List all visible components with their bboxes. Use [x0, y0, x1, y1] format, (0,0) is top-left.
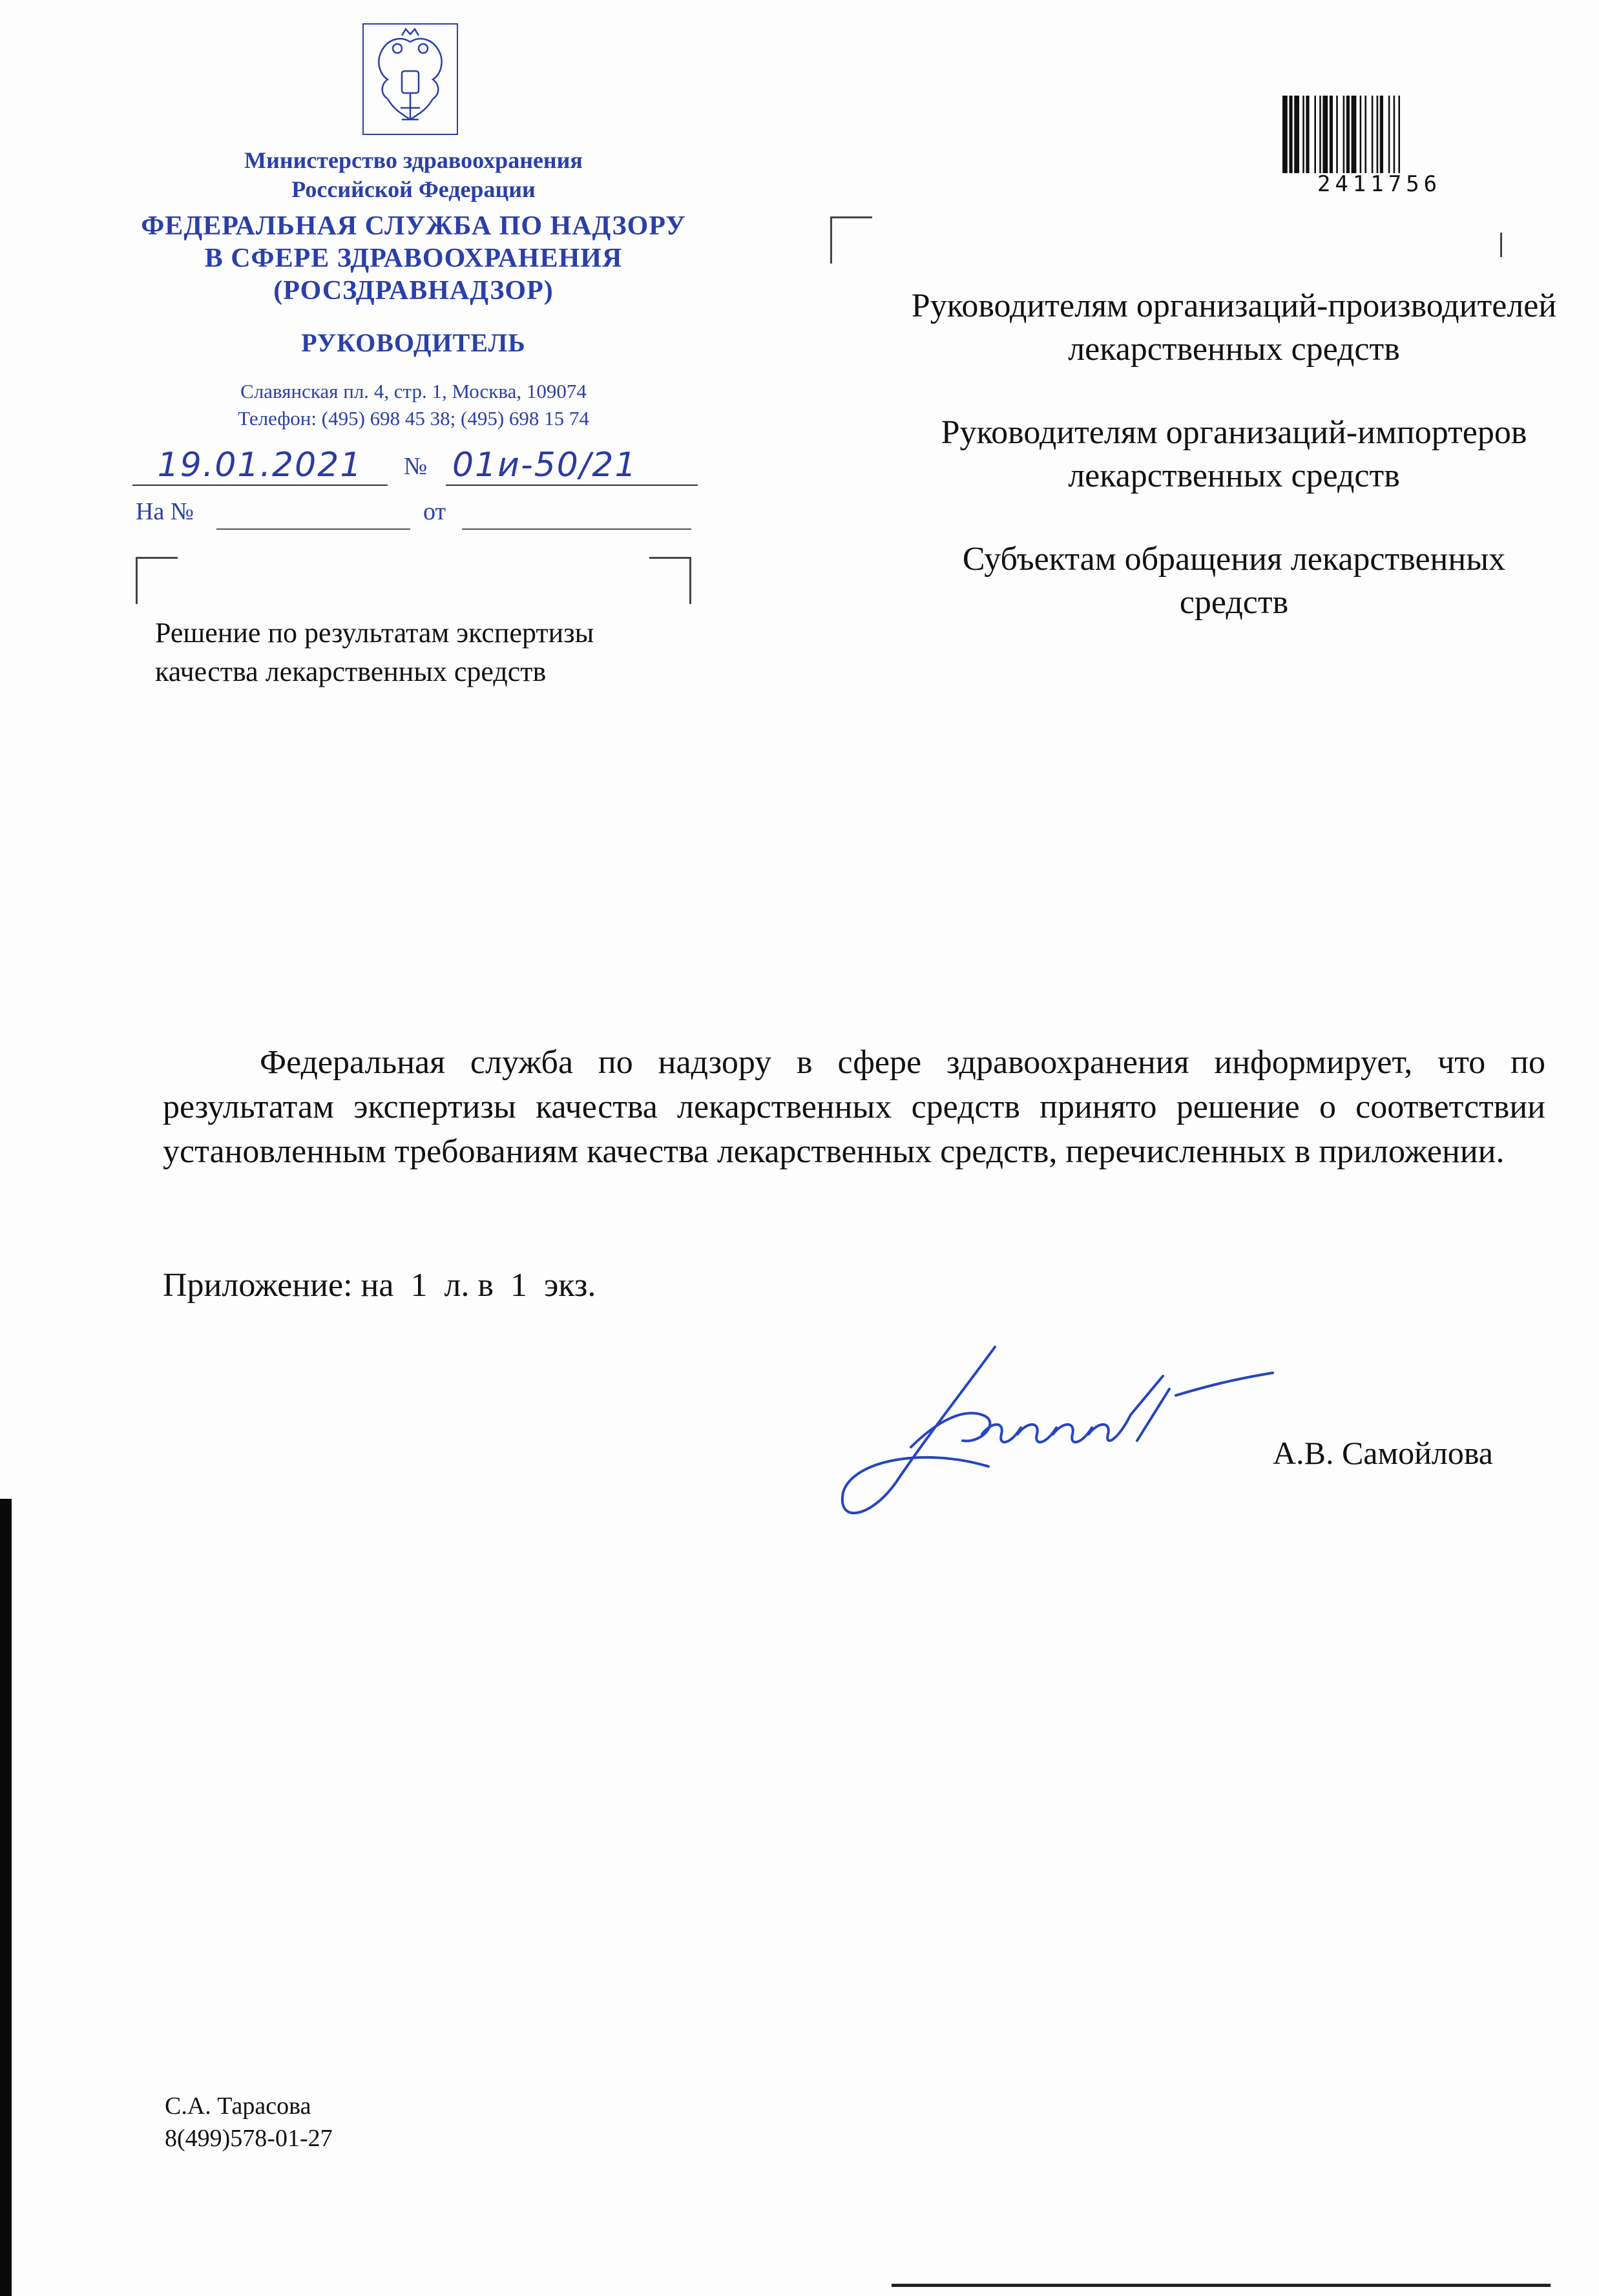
registration-date: 19.01.2021	[132, 446, 388, 486]
double-headed-eagle-emblem-icon	[362, 23, 459, 136]
scan-edge-bottom	[892, 2284, 1551, 2287]
reply-label: На №	[136, 498, 194, 525]
service-name-line1: ФЕДЕРАЛЬНАЯ СЛУЖБА ПО НАДЗОРУ	[141, 211, 686, 241]
barcode-bar	[1364, 96, 1366, 173]
registration-row	[132, 446, 714, 491]
reply-number-line	[216, 528, 410, 530]
barcode-bar	[1302, 96, 1304, 173]
letter-body	[163, 1040, 1545, 1174]
address: Славянская пл. 4, стр. 1, Москва, 109074	[240, 380, 587, 402]
service-name-line3: (РОСЗДРАВНАДЗОР)	[273, 276, 554, 306]
scan-edge	[0, 1499, 12, 2296]
recipient-item: Руководителям организаций-производителей лекарственных средств	[911, 287, 1557, 368]
recipients	[904, 284, 1563, 664]
recipient-item: Субъектам обращения лекарственных средств	[962, 541, 1506, 621]
body-paragraph: Федеральная служба по надзору в сфере здравоохранения информирует, что по результатам экспертизы качества лекарственных средств принято решение о соответствии установленным требованиям качества лекарственных средств, перечисленных в приложении.	[163, 1044, 1545, 1170]
address-corner-left	[830, 216, 872, 264]
barcode-bar	[1282, 96, 1288, 173]
reply-reference-row	[136, 497, 704, 534]
subject	[155, 614, 737, 691]
head-title: РУКОВОДИТЕЛЬ	[301, 328, 526, 357]
barcode-bar	[1377, 96, 1379, 173]
barcode-bar	[1352, 96, 1357, 173]
address-corner-right	[1500, 233, 1502, 257]
recipient-item: Руководителям организаций-импортеров лекарственных средств	[941, 414, 1527, 494]
registration-number: 01и-50/21	[446, 446, 698, 486]
barcode-bar	[1319, 96, 1321, 173]
barcode-bar	[1322, 96, 1328, 173]
barcode	[1282, 96, 1476, 173]
service-name-line2: В СФЕРЕ ЗДРАВООХРАНЕНИЯ	[204, 244, 623, 273]
barcode-bar	[1306, 96, 1309, 173]
barcode-bar	[1343, 96, 1345, 173]
barcode-bar	[1336, 96, 1338, 173]
barcode-bar	[1346, 96, 1350, 173]
reply-date-line	[462, 528, 691, 530]
barcode-bar	[1360, 96, 1362, 173]
barcode-bar	[1380, 96, 1383, 173]
barcode-bar	[1394, 96, 1395, 173]
barcode-bar	[1398, 96, 1400, 173]
barcode-bar	[1388, 96, 1390, 173]
barcode-bar	[1294, 96, 1299, 173]
registration-number-label: №	[404, 453, 428, 480]
subject-line1: Решение по результатам экспертизы	[155, 617, 594, 649]
executor-info	[165, 2090, 333, 2155]
barcode-bar	[1289, 96, 1292, 173]
executor-name: С.А. Тарасова	[165, 2092, 311, 2120]
subject-corner-left	[136, 557, 178, 604]
subject-corner-right	[649, 557, 691, 604]
ministry-name-line1: Министерство здравоохранения	[244, 147, 583, 173]
subject-line2: качества лекарственных средств	[155, 656, 547, 687]
ministry-name-line2: Российской Федерации	[291, 176, 536, 202]
barcode-bar	[1314, 96, 1316, 173]
reply-from-label: от	[423, 498, 446, 525]
appendix-note: Приложение: на 1 л. в 1 экз.	[163, 1267, 596, 1304]
handwritten-signature	[833, 1331, 1286, 1531]
barcode-number: 2411756	[1317, 171, 1442, 197]
barcode-bar	[1330, 96, 1333, 173]
signer-name: А.В. Самойлова	[1273, 1435, 1493, 1471]
executor-phone: 8(499)578-01-27	[165, 2125, 333, 2152]
barcode-bar	[1372, 96, 1374, 173]
phone: Телефон: (495) 698 45 38; (495) 698 15 74	[238, 407, 589, 430]
